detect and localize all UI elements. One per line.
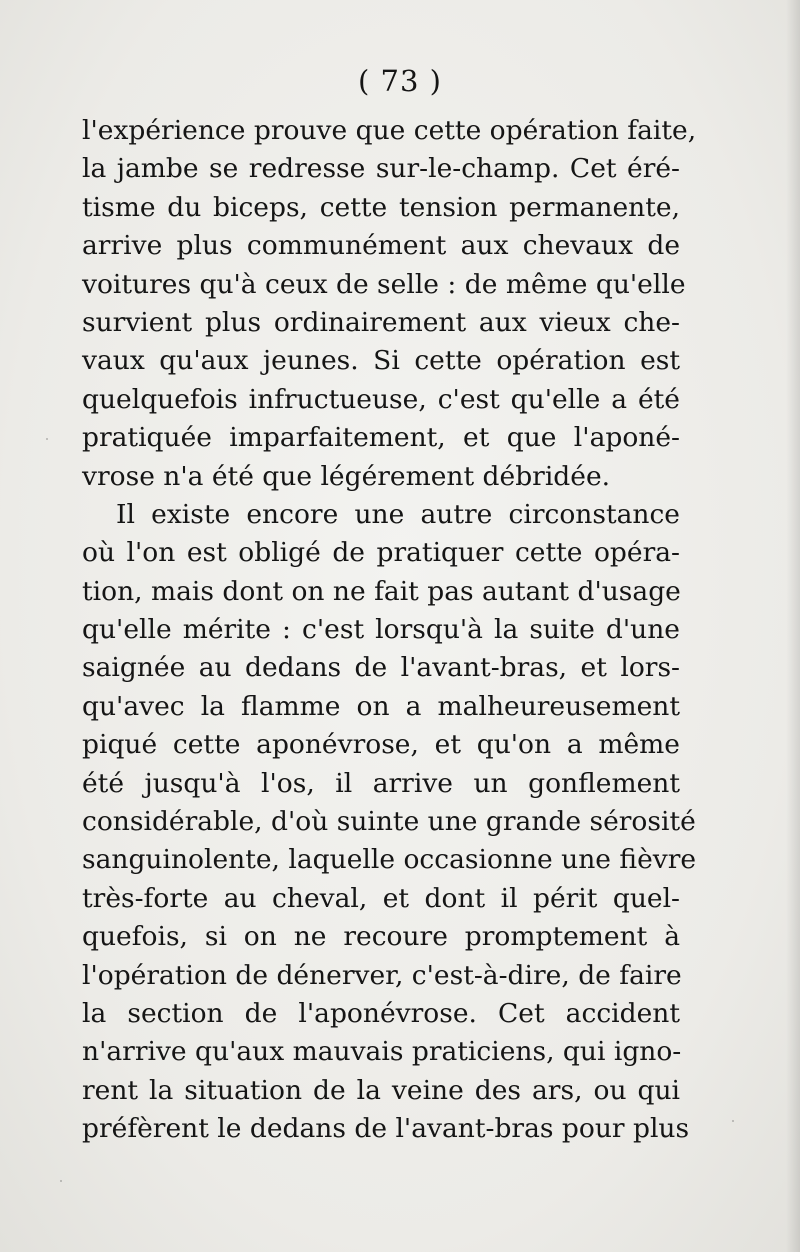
text-line: survient plus ordinairement aux vieux che-	[82, 306, 680, 338]
paper-speck	[732, 1120, 734, 1122]
paper-speck	[46, 438, 48, 440]
text-line: où l'on est obligé de pratiquer cette opéra-	[82, 537, 680, 569]
text-line: quelquefois infructueuse, c'est qu'elle a été	[82, 383, 680, 415]
text-line: vrose n'a été que légérement débridée.	[82, 460, 611, 492]
body-text	[82, 112, 697, 1149]
text-line: qu'avec la flamme on a malheureusement	[82, 690, 680, 722]
text-line: voitures qu'à ceux de selle : de même qu'elle	[82, 268, 686, 300]
text-line: saignée au dedans de l'avant-bras, et lors-	[82, 652, 680, 684]
text-line: n'arrive qu'aux mauvais praticiens, qui igno-	[82, 1036, 682, 1068]
text-line: sanguinolente, laquelle occasionne une fièvre	[82, 844, 697, 876]
paper-speck	[60, 1180, 62, 1182]
text-line: piqué cette aponévrose, et qu'on a même	[82, 729, 680, 761]
text-line: qu'elle mérite : c'est lorsqu'à la suite d'une	[82, 614, 680, 646]
text-line: pratiquée imparfaitement, et que l'aponé-	[82, 422, 680, 454]
text-line: préfèrent le dedans de l'avant-bras pour plus	[82, 1113, 690, 1145]
page-number: ( 73 )	[358, 64, 442, 98]
text-line: vaux qu'aux jeunes. Si cette opération est	[82, 345, 680, 377]
text-line: l'expérience prouve que cette opération faite,	[82, 115, 697, 146]
text-line: tisme du biceps, cette tension permanente,	[82, 191, 680, 223]
text-line: arrive plus communément aux chevaux de	[82, 230, 680, 262]
text-line: très-forte au cheval, et dont il périt quel-	[82, 882, 680, 914]
text-line: rent la situation de la veine des ars, ou qui	[82, 1074, 680, 1106]
text-line: l'opération de dénerver, c'est-à-dire, de faire	[82, 959, 682, 991]
text-line: tion, mais dont on ne fait pas autant d'usage	[82, 575, 681, 607]
paragraph-start-line: Il existe encore une autre circonstance	[116, 498, 680, 530]
text-line: considérable, d'où suinte une grande sérosité	[82, 806, 696, 838]
text-line: la section de l'aponévrose. Cet accident	[82, 997, 680, 1029]
text-line: quefois, si on ne recoure promptement à	[82, 921, 680, 953]
text-line: été jusqu'à l'os, il arrive un gonflement	[82, 767, 680, 799]
text-line: la jambe se redresse sur-le-champ. Cet éré-	[82, 153, 680, 185]
page-edge-shadow	[786, 0, 800, 1252]
